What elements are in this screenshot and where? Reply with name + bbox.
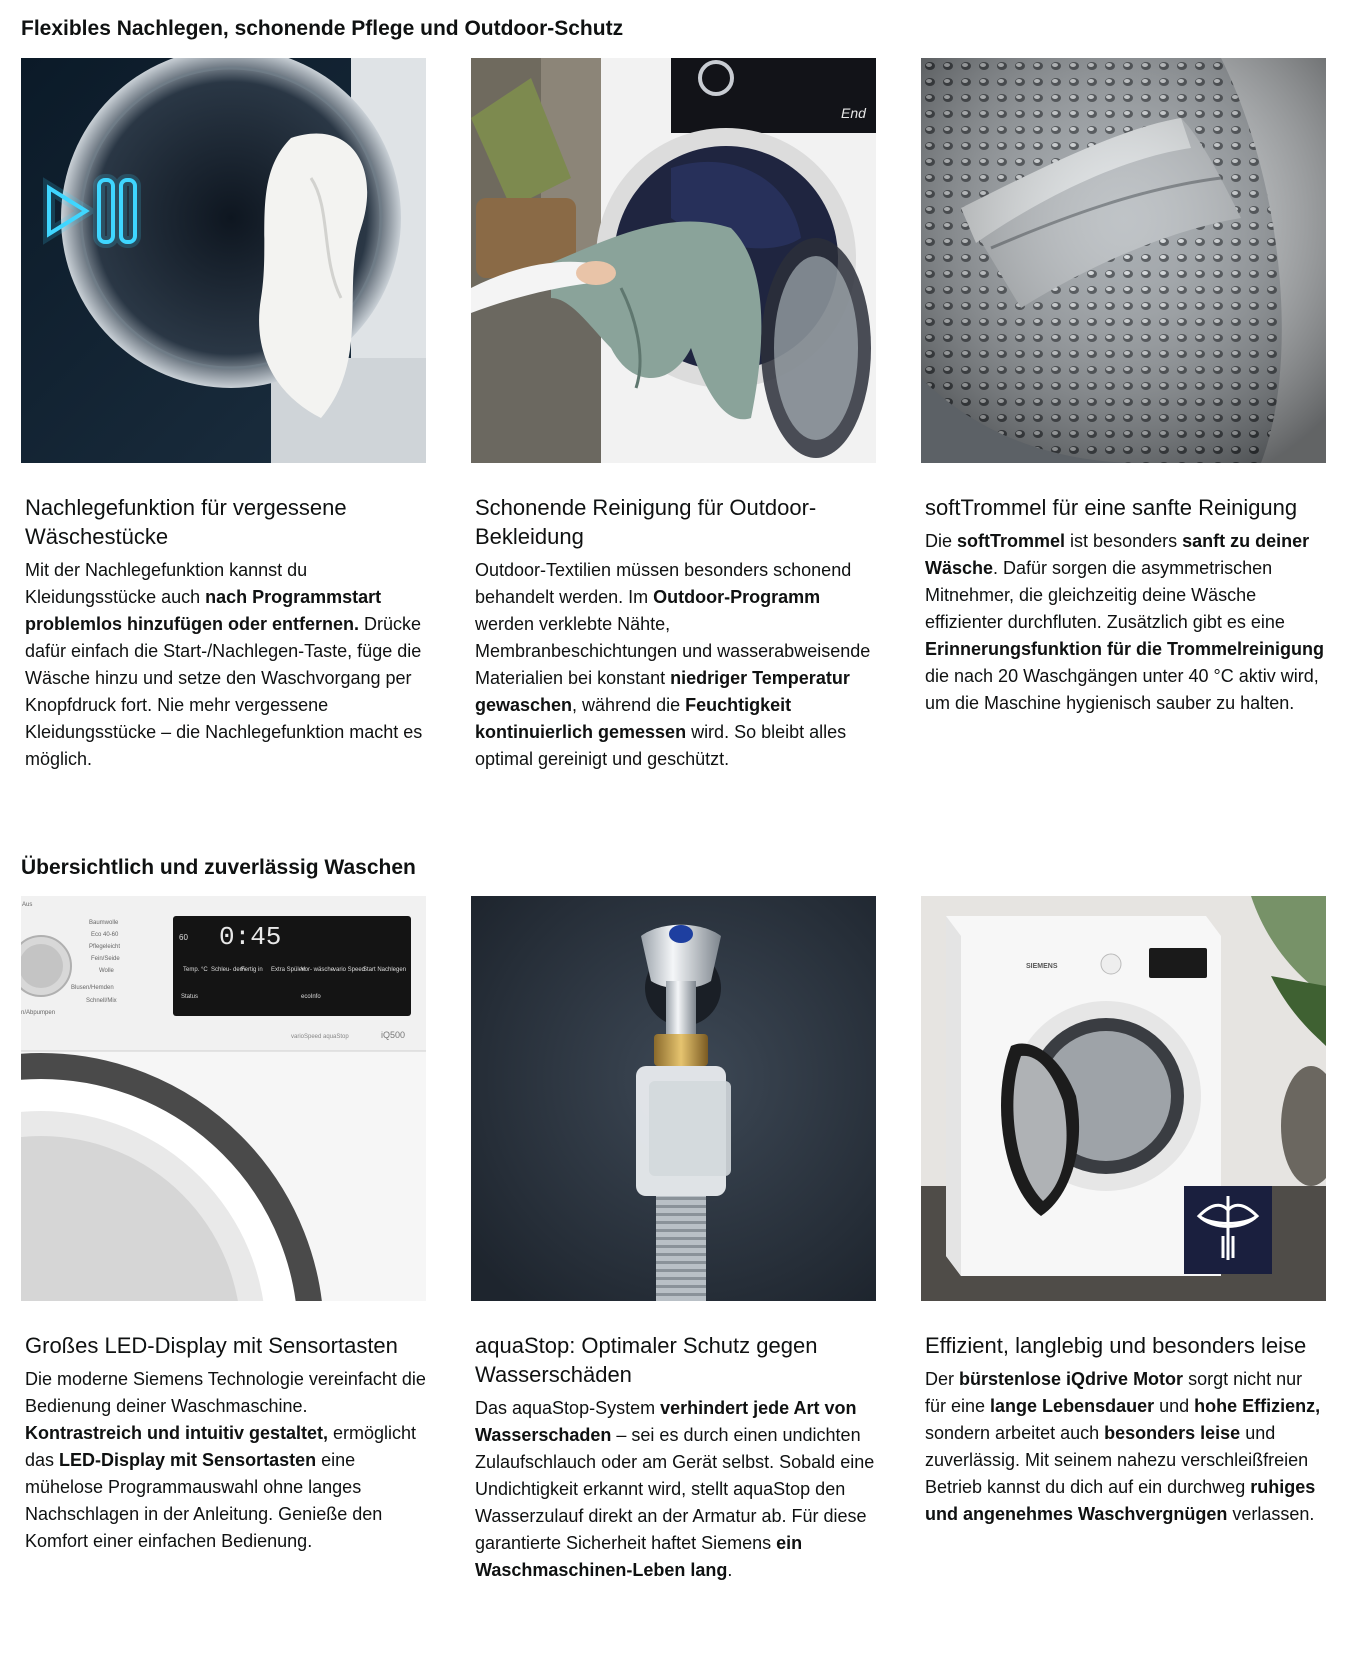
reload-function-image xyxy=(21,58,426,463)
body-text: und xyxy=(1154,1396,1195,1416)
card-body xyxy=(475,1395,876,1584)
temp-value: 60 xyxy=(179,933,188,942)
bold-text: Erinnerungsfunktion für die Trommelreinigung xyxy=(925,639,1325,659)
body-text: . xyxy=(727,1560,733,1580)
status-label: Status xyxy=(181,994,199,1000)
feature-card-outdoor xyxy=(471,58,876,773)
body-text: Outdoor-Textilien müssen besonders schonend behandelt werden. Im xyxy=(475,560,852,607)
program-label: Schnell/Mix xyxy=(86,998,117,1004)
softdrum-image xyxy=(921,58,1326,463)
card-heading: softTrommel für eine sanfte Reinigung xyxy=(925,495,1298,520)
quiet-motor-image xyxy=(921,896,1326,1301)
body-text: werden verklebte Nähte, Membranbeschichtungen und wasserabweisende Materialien bei konstant xyxy=(475,614,871,688)
body-text: Drücke dafür einfach die Start-/Nachlegen-Taste, füge die Wäsche hinzu und setze den Waschvorgang per Knopfdruck fort. Nie mehr vergessene Kleidungsstücke – die Nachlegefunktion macht es möglich. xyxy=(25,614,423,769)
bold-text: besonders leise xyxy=(1104,1423,1241,1443)
card-heading: Nachlegefunktion für vergessene Wäschestücke xyxy=(25,495,347,549)
program-label: Eco 40-60 xyxy=(91,932,119,938)
body-text: und zuverlässig. Mit seinem nahezu verschleißfreien Betrieb kannst du dich auf ein durchweg xyxy=(925,1423,1309,1497)
bold-text: Feuchtigkeit kontinuierlich gemessen xyxy=(475,695,792,742)
card-heading: Effizient, langlebig und besonders leise xyxy=(925,1333,1307,1358)
body-text: Die xyxy=(925,531,958,551)
program-label: Fein/Seide xyxy=(91,956,120,962)
card-body xyxy=(925,1366,1326,1528)
bold-text: bürstenlose iQdrive Motor xyxy=(959,1369,1184,1389)
display-time: 0:45 xyxy=(219,922,282,952)
feature-line: varioSpeed aquaStop xyxy=(291,1034,349,1040)
bold-text: hohe Effizienz, xyxy=(1194,1396,1321,1416)
card-body xyxy=(25,1366,426,1555)
body-text: Die moderne Siemens Technologie vereinfacht die Bedienung deiner Waschmaschine. xyxy=(25,1369,426,1416)
outdoor-program-image xyxy=(471,58,876,463)
sensor-key-temp: Temp. °C xyxy=(183,967,208,973)
program-label: n/Abpumpen xyxy=(21,1010,56,1016)
body-text: Der xyxy=(925,1369,960,1389)
program-label: Pflegeleicht xyxy=(89,944,121,950)
body-text: ermöglicht das xyxy=(25,1423,417,1470)
card-body xyxy=(925,528,1326,717)
sensor-key-start: Start Nachlegen xyxy=(363,967,407,973)
siemens-logo: SIEMENS xyxy=(1026,963,1058,970)
program-label: Aus xyxy=(22,902,33,908)
body-text: sorgt nicht nur für eine xyxy=(925,1369,1303,1416)
bold-text: verhindert jede Art von Wasserschaden xyxy=(475,1398,857,1445)
bold-text: ruhiges und angenehmes Waschvergnügen xyxy=(925,1477,1316,1524)
card-body xyxy=(475,557,876,773)
body-text: , während die xyxy=(572,695,686,715)
body-text: die nach 20 Waschgängen unter 40 °C aktiv wird, um die Maschine hygienisch sauber zu halten. xyxy=(925,666,1319,713)
bold-text: lange Lebensdauer xyxy=(990,1396,1155,1416)
body-text: ist besonders xyxy=(1065,531,1183,551)
card-heading: Schonende Reinigung für Outdoor-Bekleidung xyxy=(475,495,817,549)
section-title-1: Flexibles Nachlegen, schonende Pflege und Outdoor-Schutz xyxy=(21,17,624,40)
bold-text: niedriger Temperatur gewaschen xyxy=(475,668,850,715)
sensor-key-prewash: Vor- wäsche xyxy=(301,967,335,973)
bold-text: ein Waschmaschinen-Leben lang xyxy=(475,1533,803,1580)
feature-card-aquastop xyxy=(471,896,876,1584)
body-text: Das aquaStop-System xyxy=(475,1398,661,1418)
program-label: Baumwolle xyxy=(89,920,119,926)
feature-card-softdrum xyxy=(921,58,1326,717)
card-body xyxy=(25,557,426,773)
ecoinfo-label: ecoInfo xyxy=(301,994,321,1000)
program-label: Blusen/Hemden xyxy=(71,985,114,991)
body-text: eine mühelose Programmauswahl ohne langes Nachschlagen in der Anleitung. Genieße den Komfort einer einfachen Bedienung. xyxy=(25,1450,383,1551)
feature-card-reload xyxy=(21,58,426,773)
body-text: . Dafür sorgen die asymmetrischen Mitnehmer, die gleichzeitig deine Wäsche effizienter durchfluten. Zusätzlich gibt es eine xyxy=(925,558,1285,632)
bold-text: Kontrastreich und intuitiv gestaltet, xyxy=(25,1423,329,1443)
feature-card-led-display xyxy=(21,896,426,1555)
body-text: verlassen. xyxy=(1227,1504,1315,1524)
led-display-image xyxy=(21,896,426,1301)
bold-text: nach Programmstart problemlos hinzufügen oder entfernen. xyxy=(25,587,382,634)
bold-text: softTrommel xyxy=(957,531,1066,551)
body-text: Mit der Nachlegefunktion kannst du Kleidungsstücke auch xyxy=(25,560,308,607)
sensor-key-speed: vario Speed xyxy=(333,967,366,973)
program-label: Wolle xyxy=(99,968,114,974)
bold-text: Outdoor-Programm xyxy=(653,587,821,607)
body-text: sondern arbeitet auch xyxy=(925,1423,1105,1443)
card-heading: Großes LED-Display mit Sensortasten xyxy=(25,1333,398,1358)
section-title-2: Übersichtlich und zuverlässig Waschen xyxy=(21,856,416,879)
card-heading: aquaStop: Optimaler Schutz gegen Wasserschäden xyxy=(475,1333,818,1387)
sensor-key-finish: Fertig in xyxy=(241,967,263,973)
display-end-text: End xyxy=(841,105,866,121)
sensor-key-rinse: Extra Spülen xyxy=(271,967,306,973)
bold-text: sanft zu deiner Wäsche xyxy=(925,531,1310,578)
body-text: – sei es durch einen undichten Zulaufschlauch oder am Gerät selbst. Sobald eine Undichtigkeit erkannt wird, stellt aquaStop den Wasserzulauf direkt an der Armatur ab. Für diese garantierte Sicherheit haftet Siemens xyxy=(475,1425,875,1553)
feature-card-quiet xyxy=(921,896,1326,1528)
bold-text: LED-Display mit Sensortasten xyxy=(59,1450,317,1470)
aquastop-image xyxy=(471,896,876,1301)
body-text: wird. So bleibt alles optimal gereinigt und geschützt. xyxy=(475,722,847,769)
sensor-key-spin: Schleu- dern xyxy=(211,967,246,973)
model-label: iQ500 xyxy=(381,1030,406,1040)
